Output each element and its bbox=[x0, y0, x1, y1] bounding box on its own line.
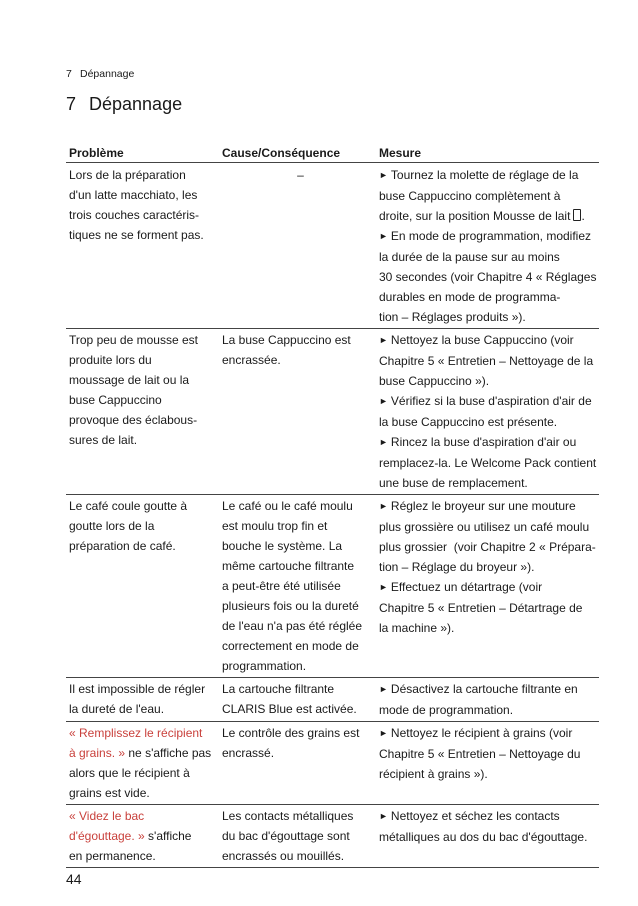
column-header-probleme: Problème bbox=[69, 146, 124, 160]
text-line: Le café coule goutte à bbox=[69, 499, 188, 513]
text-line: de l'eau n'a pas été réglée bbox=[222, 619, 363, 633]
triangle-right-icon: ► bbox=[379, 437, 388, 447]
triangle-right-icon: ► bbox=[379, 811, 388, 821]
text-line: provoque des éclabous- bbox=[69, 413, 198, 427]
measure-cell bbox=[379, 163, 599, 328]
text-line: CLARIS Blue est activée. bbox=[222, 702, 357, 716]
text-line: La buse Cappuccino est bbox=[222, 333, 351, 347]
triangle-right-icon: ► bbox=[379, 170, 388, 180]
text-line: d'égouttage. » s'affiche bbox=[69, 829, 192, 843]
text-line: buse Cappuccino complètement à bbox=[379, 189, 561, 203]
text-line: ► Désactivez la cartouche filtrante en bbox=[379, 682, 578, 696]
text-line: programmation. bbox=[222, 659, 307, 673]
triangle-right-icon: ► bbox=[379, 335, 388, 345]
text-line: bouche le système. La bbox=[222, 539, 343, 553]
table-header bbox=[66, 145, 599, 163]
triangle-right-icon: ► bbox=[379, 728, 388, 738]
measure-cell bbox=[379, 722, 599, 804]
problem-cell bbox=[66, 805, 222, 867]
problem-cell bbox=[66, 722, 222, 804]
table-row bbox=[66, 722, 599, 805]
text-line: trois couches caractéris- bbox=[69, 208, 200, 222]
header-chapter-title: Dépannage bbox=[80, 68, 135, 80]
text-line: ► Tournez la molette de réglage de la bbox=[379, 168, 579, 182]
problem-cell bbox=[66, 163, 222, 328]
text-line: Le café ou le café moulu bbox=[222, 499, 353, 513]
cause-cell bbox=[222, 805, 379, 867]
text-line: Chapitre 5 « Entretien – Nettoyage du bbox=[379, 747, 581, 761]
text-line: ► Rincez la buse d'aspiration d'air ou bbox=[379, 435, 577, 449]
measure-cell bbox=[379, 495, 599, 677]
milk-jug-icon bbox=[573, 209, 581, 221]
triangle-right-icon: ► bbox=[379, 396, 388, 406]
text-line: une buse de remplacement. bbox=[379, 476, 528, 490]
text-line: Le contrôle des grains est bbox=[222, 726, 360, 740]
text-line: en permanence. bbox=[69, 849, 156, 863]
text-line: Chapitre 5 « Entretien – Nettoyage de la bbox=[379, 354, 594, 368]
text-line: Lors de la préparation bbox=[69, 168, 186, 182]
header-chapter-number: 7 bbox=[66, 68, 72, 80]
text-line: grains est vide. bbox=[69, 786, 150, 800]
display-message-text: à grains. » bbox=[69, 746, 126, 760]
text-line: goutte lors de la bbox=[69, 519, 155, 533]
text-line: du bac d'égouttage sont bbox=[222, 829, 350, 843]
table-row bbox=[66, 329, 599, 495]
text-line: ► Réglez le broyeur sur une mouture bbox=[379, 499, 576, 513]
display-message-text: « Videz le bac bbox=[69, 809, 145, 823]
text-line: métalliques au dos du bac d'égouttage. bbox=[379, 830, 588, 844]
text-line: encrassée. bbox=[222, 353, 281, 367]
text-line: remplacez-la. Le Welcome Pack contient bbox=[379, 456, 597, 470]
measure-cell bbox=[379, 805, 599, 867]
text-line: 30 secondes (voir Chapitre 4 « Réglages bbox=[379, 270, 597, 284]
text-line: encrassés ou mouillés. bbox=[222, 849, 345, 863]
column-header-mesure: Mesure bbox=[379, 146, 422, 160]
text-line: ► Nettoyez et séchez les contacts bbox=[379, 809, 560, 823]
running-header bbox=[66, 68, 134, 80]
text-line: est moulu trop fin et bbox=[222, 519, 328, 533]
text-line: produite lors du bbox=[69, 353, 152, 367]
text-line: Il est impossible de régler bbox=[69, 682, 206, 696]
page-title bbox=[66, 94, 182, 115]
text-line: plus grossière ou utilisez un café moulu bbox=[379, 520, 590, 534]
table-row bbox=[66, 805, 599, 868]
text-line: tiques ne se forment pas. bbox=[69, 228, 204, 242]
text-line: la dureté de l'eau. bbox=[69, 702, 165, 716]
problem-cell bbox=[66, 329, 222, 494]
cause-cell bbox=[222, 678, 379, 721]
text-line: ► Nettoyez le récipient à grains (voir bbox=[379, 726, 573, 740]
text-line: tion – Réglages produits »). bbox=[379, 310, 526, 324]
text-line: préparation de café. bbox=[69, 539, 176, 553]
text-line: encrassé. bbox=[222, 746, 275, 760]
display-message-text: d'égouttage. » bbox=[69, 829, 145, 843]
text-line: même cartouche filtrante bbox=[222, 559, 355, 573]
cause-cell bbox=[222, 329, 379, 494]
text-line: buse Cappuccino »). bbox=[379, 374, 490, 388]
problem-cell bbox=[66, 495, 222, 677]
troubleshooting-table bbox=[66, 145, 599, 868]
triangle-right-icon: ► bbox=[379, 231, 388, 241]
text-line: ► En mode de programmation, modifiez bbox=[379, 229, 592, 243]
triangle-right-icon: ► bbox=[379, 582, 388, 592]
text-line: correctement en mode de bbox=[222, 639, 359, 653]
text-line: ► Effectuez un détartrage (voir bbox=[379, 580, 543, 594]
table-row bbox=[66, 495, 599, 678]
text-line: plusieurs fois ou la dureté bbox=[222, 599, 359, 613]
text-line: à grains. » ne s'affiche pas bbox=[69, 746, 212, 760]
text-line: la buse Cappuccino est présente. bbox=[379, 415, 558, 429]
cause-cell bbox=[222, 495, 379, 677]
table-row bbox=[66, 678, 599, 722]
text-line: – bbox=[297, 168, 304, 182]
text-line: d'un latte macchiato, les bbox=[69, 188, 198, 202]
text-line: ► Nettoyez la buse Cappuccino (voir bbox=[379, 333, 574, 347]
text-line: moussage de lait ou la bbox=[69, 373, 190, 387]
title-text: Dépannage bbox=[89, 94, 183, 114]
page-number: 44 bbox=[66, 871, 82, 887]
triangle-right-icon: ► bbox=[379, 501, 388, 511]
title-number: 7 bbox=[66, 94, 77, 114]
table-row bbox=[66, 163, 599, 329]
text-line: la durée de la pause sur au moins bbox=[379, 250, 560, 264]
text-line: Trop peu de mousse est bbox=[69, 333, 198, 347]
text-line: La cartouche filtrante bbox=[222, 682, 335, 696]
text-line: alors que le récipient à bbox=[69, 766, 190, 780]
column-header-cause: Cause/Conséquence bbox=[222, 146, 341, 160]
text-line: durables en mode de programma- bbox=[379, 290, 561, 304]
triangle-right-icon: ► bbox=[379, 684, 388, 694]
text-line: récipient à grains »). bbox=[379, 767, 488, 781]
text-line: Les contacts métalliques bbox=[222, 809, 354, 823]
measure-cell bbox=[379, 678, 599, 721]
problem-cell bbox=[66, 678, 222, 721]
cause-cell bbox=[222, 163, 379, 328]
text-line: Chapitre 5 « Entretien – Détartrage de bbox=[379, 601, 583, 615]
display-message-text: « Remplissez le récipient bbox=[69, 726, 203, 740]
text-line: ► Vérifiez si la buse d'aspiration d'air de bbox=[379, 394, 592, 408]
text-line: tion – Réglage du broyeur »). bbox=[379, 560, 535, 574]
cause-cell bbox=[222, 722, 379, 804]
measure-cell bbox=[379, 329, 599, 494]
text-line: sures de lait. bbox=[69, 433, 138, 447]
text-line: buse Cappuccino bbox=[69, 393, 162, 407]
text-line: plus grossier (voir Chapitre 2 « Prépara- bbox=[379, 540, 596, 554]
text-line: droite, sur la position Mousse de lait . bbox=[379, 209, 585, 223]
text-line: a peut-être été utilisée bbox=[222, 579, 341, 593]
text-line: mode de programmation. bbox=[379, 703, 514, 717]
text-line: la machine »). bbox=[379, 621, 455, 635]
